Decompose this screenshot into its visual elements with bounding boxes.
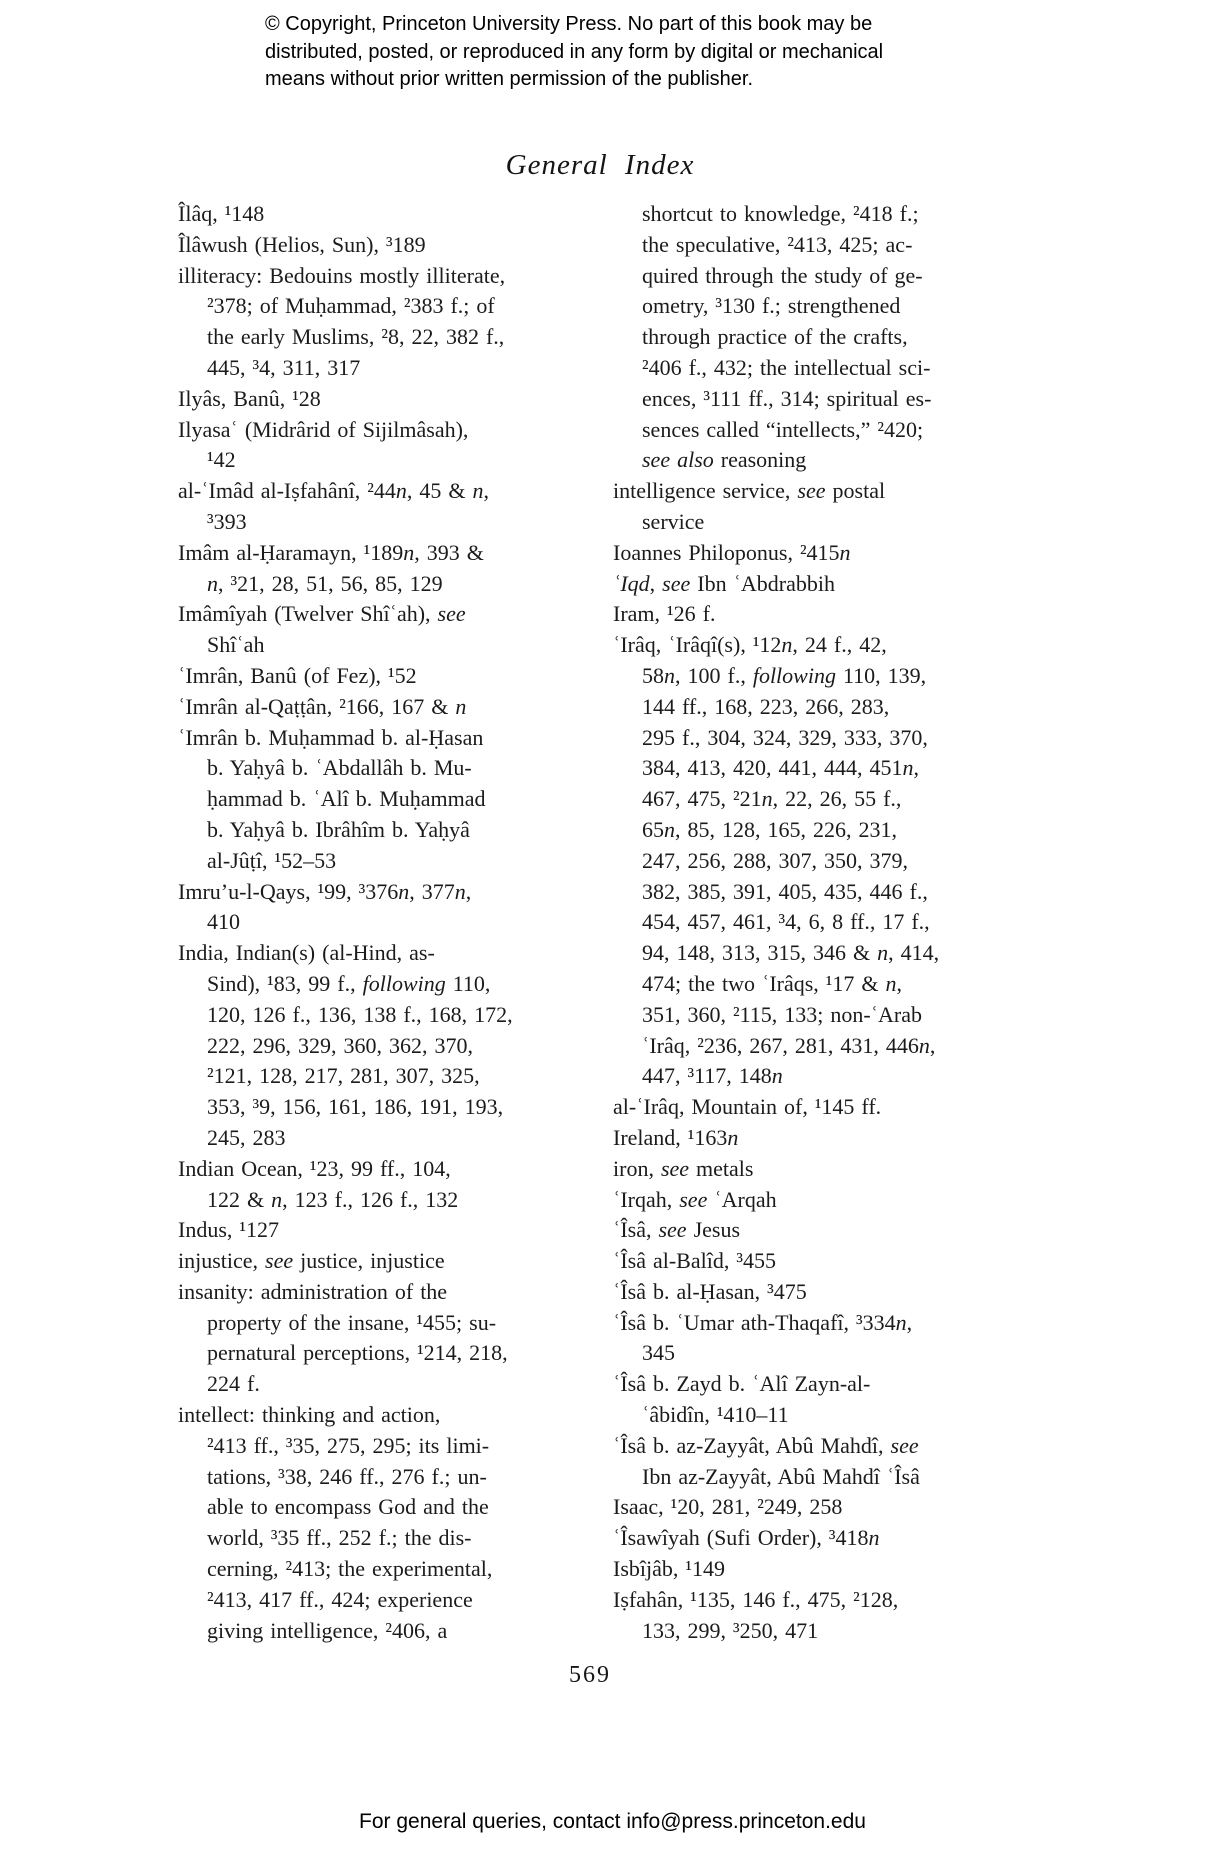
index-line: 65n, 85, 128, 165, 226, 231, <box>642 816 897 842</box>
index-line: al-Jûṭî, ¹52–53 <box>207 847 337 873</box>
index-line: 382, 385, 391, 405, 435, 446 f., <box>642 878 928 904</box>
index-line: ometry, ³130 f.; strengthened <box>642 293 901 319</box>
index-line: ʿImrân b. Muḥammad b. al-Ḥasan <box>178 724 484 750</box>
index-line: ʿIrâq, ʿIrâqî(s), ¹12n, 24 f., 42, <box>613 632 887 658</box>
index-line: ²413 ff., ³35, 275, 295; its limi- <box>207 1432 490 1458</box>
index-column-left <box>178 199 608 1646</box>
index-column-right <box>613 199 1093 1646</box>
index-line: 351, 360, ²115, 133; non-ʿArab <box>642 1001 923 1027</box>
index-line: Ioannes Philoponus, ²415n <box>613 539 851 565</box>
index-line: ʿIrqah, see ʿArqah <box>613 1186 777 1212</box>
index-line: 245, 283 <box>207 1124 286 1150</box>
index-line: 224 f. <box>207 1371 260 1397</box>
index-line: injustice, see justice, injustice <box>178 1248 445 1274</box>
index-line: b. Yaḥyâ b. Ibrâhîm b. Yaḥyâ <box>207 816 470 842</box>
index-line: 345 <box>642 1340 675 1366</box>
index-line: 133, 299, ³250, 471 <box>642 1617 819 1643</box>
index-line: service <box>642 508 705 534</box>
index-line: 410 <box>207 909 240 935</box>
footer-contact: For general queries, contact info@press.princeton.edu <box>359 1810 866 1833</box>
index-line: n, ³21, 28, 51, 56, 85, 129 <box>207 570 443 596</box>
index-line: al-ʿImâd al-Iṣfahânî, ²44n, 45 & n, <box>178 478 490 504</box>
index-line: tations, ³38, 246 ff., 276 f.; un- <box>207 1463 487 1489</box>
index-line: ʿÎsâ b. al-Ḥasan, ³475 <box>613 1278 807 1304</box>
index-line: Imru’u-l-Qays, ¹99, ³376n, 377n, <box>178 878 472 904</box>
index-line: 58n, 100 f., following 110, 139, <box>642 662 927 688</box>
index-line: Iṣfahân, ¹135, 146 f., 475, ²128, <box>613 1586 899 1612</box>
index-line: 467, 475, ²21n, 22, 26, 55 f., <box>642 786 902 812</box>
index-line: through practice of the crafts, <box>642 324 908 350</box>
index-line: the speculative, ²413, 425; ac- <box>642 231 913 257</box>
index-line: ʿâbidîn, ¹410–11 <box>642 1402 789 1428</box>
index-line: 353, ³9, 156, 161, 186, 191, 193, <box>207 1094 504 1120</box>
index-line: Îlâq, ¹148 <box>178 201 265 226</box>
index-line: world, ³35 ff., 252 f.; the dis- <box>207 1525 472 1551</box>
index-line: ʿImrân al-Qaṭṭân, ²166, 167 & n <box>178 693 467 719</box>
index-line: property of the insane, ¹455; su- <box>207 1309 497 1335</box>
index-line: able to encompass God and the <box>207 1494 489 1520</box>
index-line: insanity: administration of the <box>178 1278 448 1304</box>
index-line: ʿÎsâ b. ʿUmar ath-Thaqafî, ³334n, <box>613 1309 913 1335</box>
index-line: Imâmîyah (Twelver Shîʿah), see <box>178 601 466 627</box>
index-line: the early Muslims, ²8, 22, 382 f., <box>207 324 505 350</box>
index-line: 94, 148, 313, 315, 346 & n, 414, <box>642 940 940 966</box>
index-line: ʿÎsâ b. az-Zayyât, Abû Mahdî, see <box>613 1432 919 1458</box>
index-line: see also reasoning <box>642 447 807 473</box>
index-line: iron, see metals <box>613 1155 754 1181</box>
index-line: ʿIqd, see Ibn ʿAbdrabbih <box>613 570 835 596</box>
index-line: intelligence service, see postal <box>613 478 886 504</box>
index-line: Isbîjâb, ¹149 <box>613 1556 725 1582</box>
index-line: ḥammad b. ʿAlî b. Muḥammad <box>207 786 486 812</box>
index-line: giving intelligence, ²406, a <box>207 1617 448 1643</box>
index-line: illiteracy: Bedouins mostly illiterate, <box>178 262 506 288</box>
index-line: Indus, ¹127 <box>178 1217 279 1243</box>
index-line: 120, 126 f., 136, 138 f., 168, 172, <box>207 1001 513 1027</box>
index-line: ³393 <box>207 508 247 534</box>
index-line: 122 & n, 123 f., 126 f., 132 <box>207 1186 459 1212</box>
index-line: ²406 f., 432; the intellectual sci- <box>642 354 931 380</box>
index-line: ¹42 <box>207 447 236 473</box>
index-line: ʿÎsâ, see Jesus <box>613 1217 741 1243</box>
copyright-line: © Copyright, Princeton University Press. No part of this book may be <box>265 13 873 35</box>
index-line: ʿIrâq, ²236, 267, 281, 431, 446n, <box>642 1032 936 1058</box>
index-line: intellect: thinking and action, <box>178 1402 441 1428</box>
index-line: Ireland, ¹163n <box>613 1124 739 1150</box>
index-line: 474; the two ʿIrâqs, ¹17 & n, <box>642 970 903 996</box>
index-line: Ibn az-Zayyât, Abû Mahdî ʿÎsâ <box>642 1463 920 1489</box>
copyright-line: means without prior written permission of the publisher. <box>265 68 754 90</box>
index-line: cerning, ²413; the experimental, <box>207 1556 493 1582</box>
index-line: shortcut to knowledge, ²418 f.; <box>642 201 919 226</box>
index-line: Sind), ¹83, 99 f., following 110, <box>207 970 491 996</box>
index-line: 247, 256, 288, 307, 350, 379, <box>642 847 908 873</box>
index-line: al-ʿIrâq, Mountain of, ¹145 ff. <box>613 1094 882 1120</box>
page-number: 569 <box>569 1662 611 1688</box>
index-line: quired through the study of ge- <box>642 262 923 288</box>
index-line: Shîʿah <box>207 632 265 658</box>
index-line: ²413, 417 ff., 424; experience <box>207 1586 473 1612</box>
index-line: sences called “intellects,” ²420; <box>642 416 924 442</box>
index-line: 447, ³117, 148n <box>642 1063 783 1089</box>
index-line: 454, 457, 461, ³4, 6, 8 ff., 17 f., <box>642 909 930 935</box>
index-line: ²378; of Muḥammad, ²383 f.; of <box>207 293 495 319</box>
index-line: 222, 296, 329, 360, 362, 370, <box>207 1032 473 1058</box>
index-line: ʿÎsâ al-Balîd, ³455 <box>613 1248 776 1274</box>
index-line: Isaac, ¹20, 281, ²249, 258 <box>613 1494 843 1520</box>
index-line: pernatural perceptions, ¹214, 218, <box>207 1340 508 1366</box>
page-title: General Index <box>505 149 695 181</box>
index-line: ences, ³111 ff., 314; spiritual es- <box>642 385 932 411</box>
index-line: Iram, ¹26 f. <box>613 601 716 627</box>
index-line: ʿÎsâ b. Zayd b. ʿAlî Zayn-al- <box>613 1371 871 1397</box>
index-line: ʿImrân, Banû (of Fez), ¹52 <box>178 662 417 688</box>
copyright-notice <box>265 11 883 94</box>
index-line: Imâm al-Ḥaramayn, ¹189n, 393 & <box>178 539 484 565</box>
index-line: Ilyasaʿ (Midrârid of Sijilmâsah), <box>178 416 469 442</box>
copyright-line: distributed, posted, or reproduced in any form by digital or mechanical <box>265 40 884 63</box>
index-line: Ilyâs, Banû, ¹28 <box>178 385 321 411</box>
index-line: 295 f., 304, 324, 329, 333, 370, <box>642 724 928 750</box>
index-line: Indian Ocean, ¹23, 99 ff., 104, <box>178 1155 451 1181</box>
index-line: 144 ff., 168, 223, 266, 283, <box>642 693 890 719</box>
index-line: ²121, 128, 217, 281, 307, 325, <box>207 1063 480 1089</box>
index-line: ʿÎsawîyah (Sufi Order), ³418n <box>613 1525 880 1551</box>
index-line: 445, ³4, 311, 317 <box>207 354 361 380</box>
index-line: India, Indian(s) (al-Hind, as- <box>178 940 435 966</box>
index-line: b. Yaḥyâ b. ʿAbdallâh b. Mu- <box>207 755 472 781</box>
index-line: 384, 413, 420, 441, 444, 451n, <box>642 755 919 781</box>
index-line: Îlâwush (Helios, Sun), ³189 <box>178 231 426 257</box>
